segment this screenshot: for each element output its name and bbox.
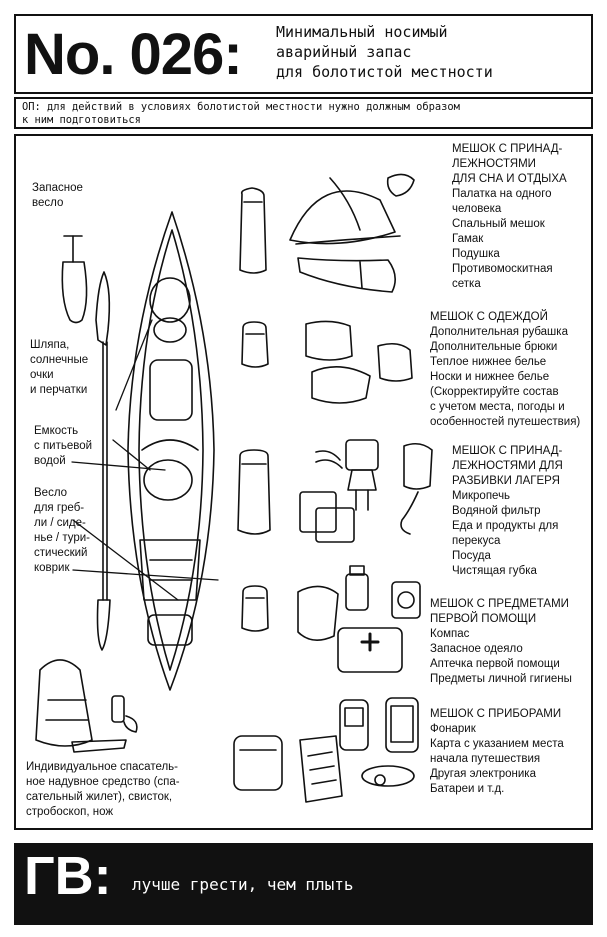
- phone-icon: [386, 698, 418, 752]
- paddle-icon: [96, 272, 110, 650]
- category-item: Палатка на одного: [452, 188, 552, 200]
- first-aid-kit-icon: [338, 628, 402, 672]
- category-heading: ПЕРВОЙ ПОМОЩИ: [430, 613, 537, 625]
- dry-bag-icon: [240, 188, 266, 273]
- dry-bag-icon: [242, 322, 268, 367]
- category-item: Аптечка первой помощи: [430, 658, 560, 670]
- category-item: Карта с указанием места: [430, 738, 564, 750]
- label-spare-paddle: [32, 181, 83, 211]
- op-line: ОП: для действий в условиях болотистой местности нужно должным образом: [22, 101, 460, 113]
- category-heading: МЕШОК С ПРЕДМЕТАМИ: [430, 598, 569, 610]
- category-item: Микропечь: [452, 490, 511, 502]
- label-line: Шляпа,: [30, 339, 70, 351]
- category-heading: ДЛЯ СНА И ОТДЫХА: [452, 173, 567, 185]
- label-paddle: [34, 486, 90, 576]
- category-item: Другая электроника: [430, 768, 536, 780]
- category-item: Теплое нижнее белье: [430, 356, 547, 368]
- headlamp-icon: [362, 766, 414, 786]
- pillow-icon: [388, 174, 414, 196]
- op-line: к ним подготовиться: [22, 114, 141, 126]
- category-item: Батареи и т.д.: [430, 783, 505, 795]
- category-item: Гамак: [452, 233, 484, 245]
- category-item: Посуда: [452, 550, 491, 562]
- dry-bag-icon: [242, 586, 268, 631]
- label-line: Индивидуальное спасатель-: [26, 761, 178, 773]
- footer-motto: лучше грести, чем плыть: [132, 875, 354, 894]
- category-item: (Скорректируйте состав: [430, 386, 559, 398]
- knife-icon: [72, 740, 126, 752]
- category-item: Подушка: [452, 248, 500, 260]
- gps-icon: [340, 700, 368, 750]
- category-item: Компас: [430, 628, 470, 640]
- label-hat-glasses-gloves: [30, 338, 88, 398]
- clothing-icon: [306, 321, 412, 403]
- footer-gv: ГВ:: [24, 846, 112, 906]
- category-item: с учетом места, погоды и: [430, 401, 565, 413]
- category-item: сетка: [452, 278, 481, 290]
- label-line: весло: [32, 197, 64, 209]
- water-filter-icon: [401, 444, 432, 534]
- emergency-blanket-icon: [298, 586, 338, 640]
- label-line: сательный жилет), свисток,: [26, 791, 173, 803]
- label-line: ли / сиде-: [34, 517, 86, 529]
- category-item: Запасное одеяло: [430, 643, 523, 655]
- category-item: Спальный мешок: [452, 218, 545, 230]
- label-line: Запасное: [32, 182, 83, 194]
- category-item: Чистящая губка: [452, 565, 537, 577]
- category-item: Водяной фильтр: [452, 505, 541, 517]
- category-item: Еда и продукты для: [452, 520, 559, 532]
- hard-case-icon: [234, 736, 282, 790]
- category-heading: ЛЕЖНОСТЯМИ: [452, 158, 536, 170]
- category-heading: МЕШОК С ПРИНАД-: [452, 143, 563, 155]
- title-line: Минимальный носимый: [276, 23, 448, 41]
- bottle-icon: [346, 566, 368, 610]
- label-line: Емкость: [34, 425, 79, 437]
- category-devices: [430, 707, 564, 797]
- food-icon: [300, 492, 354, 542]
- dry-bag-icon: [238, 450, 270, 534]
- category-item: Фонарик: [430, 723, 476, 735]
- label-water-container: [34, 424, 92, 469]
- label-line: для греб-: [34, 502, 85, 514]
- page-number: No. 026:: [24, 21, 242, 87]
- category-item: Носки и нижнее белье: [430, 371, 550, 383]
- spare-paddle-icon: [62, 236, 86, 323]
- category-item: Предметы личной гигиены: [430, 673, 572, 685]
- category-item: человека: [452, 203, 502, 215]
- label-line: и перчатки: [30, 384, 88, 396]
- category-item: Дополнительные брюки: [430, 341, 558, 353]
- title-line: аварийный запас: [276, 43, 412, 61]
- category-clothing: [430, 310, 580, 430]
- label-line: стический: [34, 547, 88, 559]
- category-sleep: [452, 142, 567, 292]
- category-item: перекуса: [452, 535, 501, 547]
- map-case-icon: [300, 736, 342, 802]
- tent-icon: [290, 178, 400, 244]
- category-heading: РАЗБИВКИ ЛАГЕРЯ: [452, 475, 560, 487]
- category-item: Дополнительная рубашка: [430, 326, 568, 338]
- category-heading: ЛЕЖНОСТЯМИ ДЛЯ: [452, 460, 563, 472]
- category-heading: МЕШОК С ПРИНАД-: [452, 445, 563, 457]
- category-camp: [452, 444, 563, 579]
- label-pfd: [26, 760, 180, 820]
- kayak-icon: [128, 212, 214, 690]
- label-line: солнечные: [30, 354, 89, 366]
- stove-icon: [346, 440, 378, 510]
- footer-banner: [14, 843, 593, 925]
- category-heading: МЕШОК С ПРИБОРАМИ: [430, 708, 562, 720]
- label-line: Весло: [34, 487, 68, 499]
- category-item: особенностей путешествия): [430, 416, 581, 428]
- label-line: ное надувное средство (спа-: [26, 776, 180, 788]
- category-heading: МЕШОК С ОДЕЖДОЙ: [430, 311, 548, 323]
- label-line: нье / тури-: [34, 532, 90, 544]
- label-line: водой: [34, 455, 66, 467]
- label-line: коврик: [34, 562, 70, 574]
- strobe-icon: [112, 696, 137, 732]
- compass-icon: [392, 582, 420, 618]
- category-first-aid: [430, 597, 572, 687]
- sleeping-bag-icon: [298, 258, 395, 292]
- category-item: начала путешествия: [430, 753, 541, 765]
- utensils-icon: [316, 451, 342, 468]
- category-item: Противомоскитная: [452, 263, 553, 275]
- title-line: для болотистой местности: [276, 63, 493, 81]
- label-line: с питьевой: [34, 440, 93, 452]
- label-line: очки: [30, 369, 54, 381]
- life-vest-icon: [36, 660, 92, 746]
- label-line: стробоскоп, нож: [26, 806, 114, 818]
